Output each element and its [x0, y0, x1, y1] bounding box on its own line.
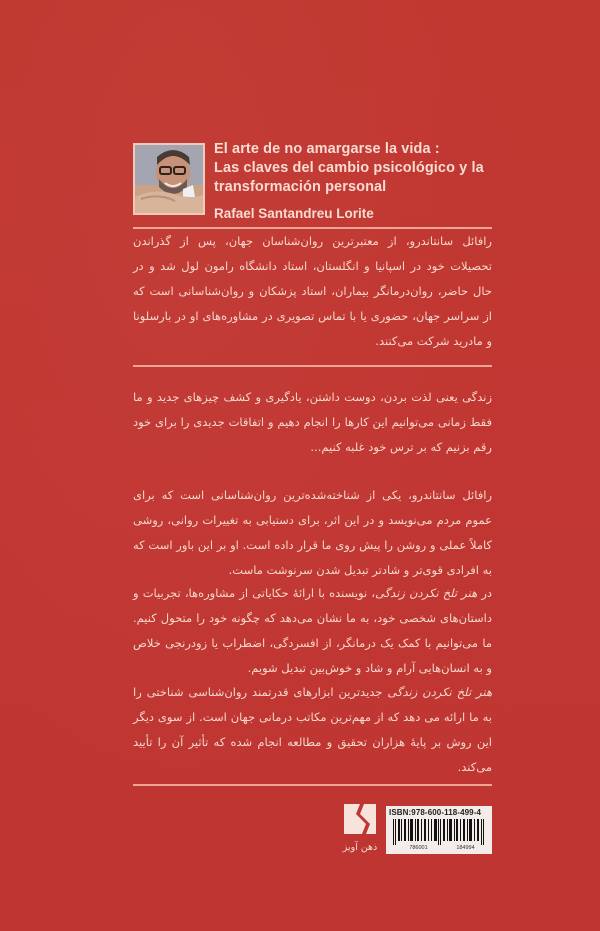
- book-title-line-3: transformación personal: [214, 179, 387, 195]
- publisher-and-barcode: [340, 800, 500, 860]
- book-title-line-2: Las claves del cambio psicológico y la: [214, 160, 484, 176]
- about-paragraph-2: [133, 581, 492, 681]
- divider-bottom: [133, 784, 492, 786]
- author-photo: [133, 143, 205, 215]
- publisher-logo: [340, 800, 380, 860]
- book-title-block: [214, 140, 499, 222]
- divider-middle: [133, 365, 492, 367]
- barcode-digits: [389, 845, 489, 852]
- about-2-prefix: در: [477, 586, 492, 600]
- author-bio-paragraph: رافائل سانتاندرو، از معتبرترین روان‌شناسان جهان، پس از گذراندن تحصیلات خود در اسپانیا و انگلستان، استاد دانشگاه رامون لول شد و در حال حاضر، روان‌درمانگر بیماران، استاد پزشکان و روان‌شناسانی است که از سراسر جهان، حضوری یا با تماس تصویری در مشاوره‌های او در بارسلونا و مادرید شرکت می‌کنند.: [133, 234, 492, 348]
- about-3-rest: جدیدترین ابزارهای قدرتمند روان‌شناسی شناختی را به ما ارائه می دهد که از مهم‌ترین مکاتب درمانی جهان است. از سوی دیگر این روش بر پایهٔ هزاران تحقیق و مطالعه انجام شده که تأثیر آن را تأیید می‌کند.: [133, 685, 492, 774]
- publisher-logo-icon: [340, 800, 380, 840]
- isbn-barcode: [386, 806, 492, 854]
- barcode-digits-right: 184994: [456, 845, 475, 851]
- author-name: Rafael Santandreu Lorite: [214, 206, 374, 221]
- quote-paragraph: زندگی یعنی لذت بردن، دوست داشتن، یادگیری و کشف چیزهای جدید و ما فقط زمانی می‌توانیم این کارها را انجام دهیم و اتفاقات جدیدی را برای خود رقم بزنیم که بر ترس خود غلبه کنیم...: [133, 390, 492, 454]
- about-2-rest: ، نویسنده با ارائهٔ حکایاتی از مشاوره‌ها، تجربیات و داستان‌های شخصی خود، به ما نشان می‌دهد که چگونه خود را متحول کنیم. ما می‌توانیم با کمک یک درمانگر، از افسردگی، اضطراب یا زودرنجی خلاص و به انسان‌هایی آرام و شاد و خوش‌بین تبدیل شویم.: [133, 586, 492, 675]
- book-title-persian-2: هنر تلخ نکردن زندگی: [387, 685, 493, 699]
- isbn-text: ISBN:978-600-118-499-4: [389, 808, 482, 817]
- author-portrait-icon: [135, 145, 203, 213]
- header-block: [133, 141, 493, 221]
- book-title-persian: هنر تلخ نکردن زندگی: [375, 586, 478, 600]
- book-title-line-1: El arte de no amargarse la vida :: [214, 141, 440, 157]
- barcode-bars-icon: [389, 819, 489, 845]
- about-paragraph-1: رافائل سانتاندرو، یکی از شناخته‌شده‌ترین روان‌شناسانی است که برای عموم مردم می‌نویسد و در این اثر، برای دستیابی به تغییرات روانی، روشی کاملاً عملی و روشن را پیش روی ما قرار داده است. او بر این باور است که به افرادی قوی‌تر و شادتر تبدیل شدن سرنوشت ماست.: [133, 488, 492, 577]
- barcode-digits-left: 786001: [409, 845, 428, 851]
- publisher-name: ذهن آویز: [342, 842, 378, 853]
- about-paragraph-3: [133, 680, 492, 780]
